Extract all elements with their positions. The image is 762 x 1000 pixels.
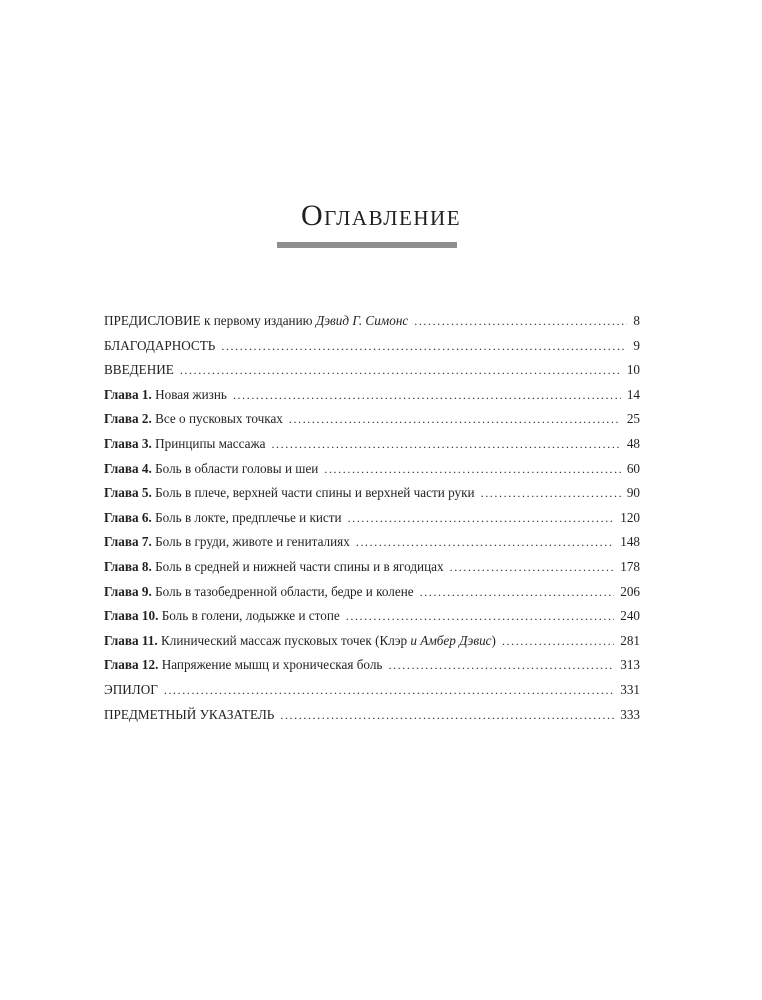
chapter-label: Глава 7. — [104, 534, 152, 550]
dot-leader — [180, 358, 621, 383]
toc-entry-title: Глава 12. Напряжение мышц и хроническая боль — [104, 657, 383, 673]
chapter-label: Глава 1. — [104, 386, 152, 402]
dot-leader — [414, 309, 627, 334]
toc-entry-title: Глава 3. Принципы массажа — [104, 435, 266, 451]
toc-entry-chapter-6[interactable] — [104, 506, 640, 531]
toc-entry-title: Глава 7. Боль в груди, животе и гениталиях — [104, 534, 350, 550]
dot-leader — [221, 334, 627, 359]
toc-entry-title: БЛАГОДАРНОСТЬ — [104, 337, 216, 353]
toc-entry-title: ЭПИЛОГ — [104, 681, 158, 697]
toc-page-number: 14 — [626, 386, 640, 402]
table-of-contents — [104, 309, 640, 727]
chapter-label: Глава 9. — [104, 583, 152, 599]
toc-entry-epilogue[interactable] — [104, 678, 640, 703]
toc-entry-title: Глава 1. Новая жизнь — [104, 386, 227, 402]
toc-page-number: 60 — [626, 460, 640, 476]
toc-page-number: 25 — [626, 411, 640, 427]
dot-leader — [289, 407, 621, 432]
dot-leader — [356, 530, 614, 555]
toc-entry-title: Глава 9. Боль в тазобедренной области, бедре и колене — [104, 583, 414, 599]
dot-leader — [280, 703, 614, 728]
toc-entry-chapter-5[interactable] — [104, 481, 640, 506]
dot-leader — [346, 604, 614, 629]
toc-entry-title: ВВЕДЕНИЕ — [104, 362, 174, 378]
toc-page-number: 281 — [620, 632, 640, 648]
toc-entry-preface[interactable] — [104, 309, 640, 334]
toc-entry-chapter-9[interactable] — [104, 580, 640, 605]
toc-page-number: 90 — [626, 485, 640, 501]
toc-entry-title: Глава 10. Боль в голени, лодыжке и стопе — [104, 608, 340, 624]
toc-page-number: 240 — [620, 608, 640, 624]
toc-page-number: 313 — [620, 657, 640, 673]
toc-entry-chapter-10[interactable] — [104, 604, 640, 629]
toc-entry-index[interactable] — [104, 703, 640, 728]
toc-page-number: 10 — [626, 362, 640, 378]
toc-page-number: 206 — [620, 583, 640, 599]
toc-entry-title: ПРЕДИСЛОВИЕ к первому изданию Дэвид Г. Симонс — [104, 313, 409, 328]
toc-entry-author: и Амбер Дэвис — [410, 632, 492, 648]
dot-leader — [502, 629, 614, 654]
chapter-label: Глава 2. — [104, 411, 152, 427]
chapter-label: Глава 6. — [104, 509, 152, 525]
chapter-label: Глава 12. — [104, 657, 159, 673]
toc-page-number: 120 — [620, 509, 640, 525]
toc-page-number: 178 — [620, 558, 640, 574]
chapter-label: Глава 8. — [104, 558, 152, 574]
toc-entry-author: Дэвид Г. Симонс — [315, 313, 409, 328]
dot-leader — [481, 481, 621, 506]
toc-entry-chapter-12[interactable] — [104, 653, 640, 678]
dot-leader — [324, 457, 620, 482]
toc-entry-title: Глава 11. Клинический массаж пусковых точек (Клэр и Амбер Дэвис) — [104, 632, 496, 648]
toc-entry-title: Глава 5. Боль в плече, верхней части спины и верхней части руки — [104, 485, 475, 501]
chapter-label: Глава 11. — [104, 632, 158, 648]
toc-page-number: 148 — [620, 534, 640, 550]
toc-entry-chapter-7[interactable] — [104, 530, 640, 555]
chapter-label: Глава 4. — [104, 460, 152, 476]
toc-entry-chapter-2[interactable] — [104, 407, 640, 432]
dot-leader — [164, 678, 614, 703]
dot-leader — [450, 555, 615, 580]
title-underline — [277, 242, 457, 248]
toc-page-number: 331 — [620, 681, 640, 697]
chapter-label: Глава 3. — [104, 435, 152, 451]
toc-entry-title: ПРЕДМЕТНЫЙ УКАЗАТЕЛЬ — [104, 706, 275, 722]
toc-entry-chapter-3[interactable] — [104, 432, 640, 457]
toc-entry-title: Глава 8. Боль в средней и нижней части спины и в ягодицах — [104, 558, 444, 574]
dot-leader — [348, 506, 615, 531]
toc-page-number: 48 — [626, 435, 640, 451]
dot-leader — [271, 432, 620, 457]
dot-leader — [420, 580, 615, 605]
toc-entry-acknowledgments[interactable] — [104, 334, 640, 359]
toc-entry-chapter-11[interactable] — [104, 629, 640, 654]
chapter-label: Глава 10. — [104, 608, 159, 624]
toc-entry-chapter-4[interactable] — [104, 457, 640, 482]
toc-entry-title: Глава 2. Все о пусковых точках — [104, 411, 283, 427]
toc-page-number: 333 — [620, 706, 640, 722]
toc-entry-title: Глава 4. Боль в области головы и шеи — [104, 460, 319, 476]
toc-entry-chapter-1[interactable] — [104, 383, 640, 408]
toc-entry-title: Глава 6. Боль в локте, предплечье и кисти — [104, 509, 342, 525]
dot-leader — [388, 653, 614, 678]
toc-page-number: 9 — [633, 337, 640, 353]
toc-entry-chapter-8[interactable] — [104, 555, 640, 580]
page-title: Оглавление — [300, 199, 462, 232]
dot-leader — [233, 383, 621, 408]
chapter-label: Глава 5. — [104, 485, 152, 501]
toc-page-number: 8 — [633, 313, 640, 328]
toc-entry-introduction[interactable] — [104, 358, 640, 383]
